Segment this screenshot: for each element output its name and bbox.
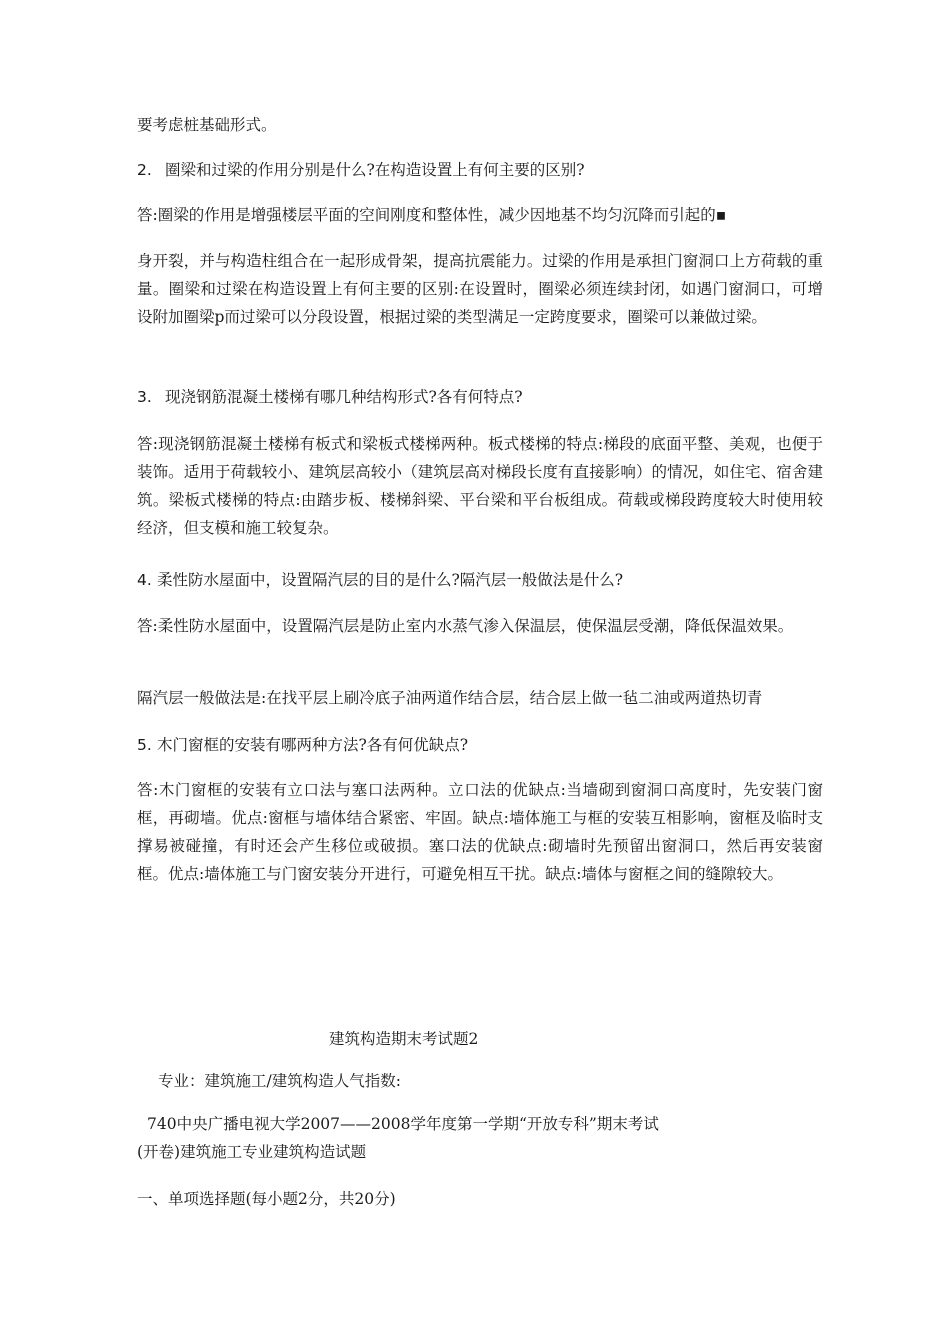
question-number: 4. (137, 571, 152, 589)
question-4 (137, 573, 623, 589)
answer-2-paragraph: 身开裂，并与构造柱组合在一起形成骨架，提高抗震能力。过梁的作用是承担门窗洞口上方荷载的重量。圈梁和过梁在构造设置上有何主要的区别:在设置时，圈梁必须连续封闭，如遇门窗洞口，可增设附加圈梁p而过梁可以分段设置，根据过梁的类型满足一定跨度要求，圈梁可以兼做过梁。 (137, 252, 823, 326)
question-text: 圈梁和过梁的作用分别是什么?在构造设置上有何主要的区别? (165, 161, 585, 179)
answer-5-paragraph: 答:木门窗框的安装有立口法与塞口法两种。立口法的优缺点:当墙砌到窗洞口高度时，先安装门窗框，再砌墙。优点:窗框与墙体结合紧密、牢固。缺点:墙体施工与框的安装互相影响，窗框及临时支撑易被碰撞，有时还会产生移位或破损。塞口法的优缺点:砌墙时先预留出窗洞口，然后再安装窗框。优点:墙体施工与门窗安装分开进行，可避免相互干扰。缺点:墙体与窗框之间的缝隙较大。 (137, 781, 823, 883)
question-2 (137, 163, 585, 179)
question-3 (137, 390, 523, 406)
question-5 (137, 738, 468, 754)
question-number: 5. (137, 736, 152, 754)
answer-3-paragraph: 答:现浇钢筋混凝土楼梯有板式和梁板式楼梯两种。板式楼梯的特点:梯段的底面平整、美观，也便于装饰。适用于荷载较小、建筑层高较小（建筑层高对梯段长度有直接影响）的情况，如住宅、宿舍建筑。梁板式楼梯的特点:由踏步板、楼梯斜梁、平台梁和平台板组成。荷载或梯段跨度较大时使用较经济，但支模和施工较复杂。 (137, 435, 823, 537)
question-number: 3. (137, 388, 152, 406)
exam-info-line-1: 740中央广播电视大学2007——2008学年度第一学期“开放专科”期末考试 (147, 1115, 659, 1133)
exam-info-line-2: (开卷)建筑施工专业建筑构造试题 (137, 1143, 367, 1161)
exam-title: 建筑构造期末考试题2 (329, 1030, 479, 1048)
question-number: 2. (137, 161, 152, 179)
question-text: 柔性防水屋面中，设置隔汽层的目的是什么?隔汽层一般做法是什么? (157, 571, 624, 589)
answer-4-line-2: 隔汽层一般做法是:在找平层上刷冷底子油两道作结合层，结合层上做一毡二油或两道热切青 (137, 689, 763, 707)
section-heading: 一、单项选择题(每小题2分，共20分) (137, 1190, 396, 1208)
text-line: 要考虑桩基础形式。 (137, 116, 277, 134)
answer-2-first-line: 答:圈梁的作用是增强楼层平面的空间刚度和整体性，减少因地基不均匀沉降而引起的▪ (137, 206, 727, 224)
question-text: 现浇钢筋混凝土楼梯有哪几种结构形式?各有何特点? (165, 388, 523, 406)
answer-4-paragraph: 答:柔性防水屋面中，设置隔汽层是防止室内水蒸气渗入保温层，使保温层受潮，降低保温效果。 (137, 617, 794, 635)
major-line: 专业：建筑施工/建筑构造人气指数: (158, 1072, 401, 1090)
question-text: 木门窗框的安装有哪两种方法?各有何优缺点? (157, 736, 469, 754)
